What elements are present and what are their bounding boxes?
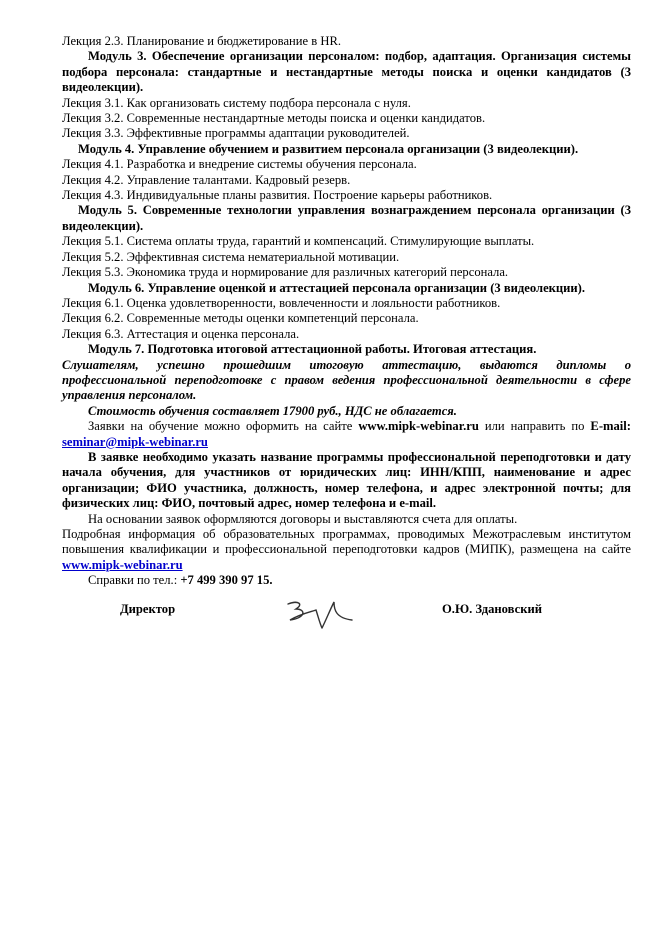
lecture-5-2: Лекция 5.2. Эффективная система нематериальной мотивации. — [62, 249, 400, 264]
lecture-5-1: Лекция 5.1. Система оплаты труда, гарантий и компенсаций. Стимулирующие выплаты. — [62, 234, 535, 249]
module-6-title: Модуль 6. Управление оценкой и аттестацией персонала организации (3 видеолекции). — [88, 280, 586, 295]
module-4-title: Модуль 4. Управление обучением и развитием персонала организации (3 видеолекции). — [78, 141, 579, 156]
lecture-3-3: Лекция 3.3. Эффективные программы адаптации руководителей. — [62, 126, 410, 141]
applications-prefix: Заявки на обучение можно оформить на сайте — [88, 419, 359, 434]
lecture-4-3: Лекция 4.3. Индивидуальные планы развития. Построение карьеры работников. — [62, 188, 493, 203]
director-label: Директор — [120, 602, 176, 616]
lecture-6-3: Лекция 6.3. Аттестация и оценка персонала. — [62, 326, 300, 341]
applications-middle: или направить по — [478, 419, 591, 434]
applications-site-link[interactable]: www.mipk-webinar.ru — [358, 419, 479, 434]
lecture-4-2: Лекция 4.2. Управление талантами. Кадровый резерв. — [62, 172, 351, 187]
phone-line — [62, 573, 631, 588]
email-link[interactable]: seminar@mipk-webinar.ru — [62, 434, 208, 449]
diploma-note: Слушателям, успешно прошедшим итоговую аттестацию, выдаются дипломы о профессиональной переподготовке с правом ведения профессиональной деятельности в сфере управления персоналом. — [62, 357, 631, 403]
lecture-3-2: Лекция 3.2. Современные нестандартные методы поиска и оценки кандидатов. — [62, 111, 486, 126]
document-page — [62, 34, 631, 589]
cost-note: Стоимость обучения составляет 17900 руб., НДС не облагается. — [88, 403, 457, 418]
module-3-title: Модуль 3. Обеспечение организации персоналом: подбор, адаптация. Организация системы подбора персонала: стандартные и нестандартные методы поиска и оценки кандидатов (3 видеолекции). — [62, 49, 631, 95]
info-paragraph — [62, 527, 631, 573]
applications-paragraph — [62, 419, 631, 450]
email-label: E-mail: — [590, 419, 631, 434]
lecture-6-1: Лекция 6.1. Оценка удовлетворенности, вовлеченности и лояльности работников. — [62, 295, 501, 310]
requirements-paragraph: В заявке необходимо указать название программы профессиональной переподготовки и дату начала обучения, для участников от юридических лиц: ИНН/КПП, наименование и адрес организации; ФИО участника, должность, номер телефона, и адрес электронной почты; для физических лиц: ФИО, почтовый адрес, номер телефона и e-mail. — [62, 449, 631, 511]
module-7-title: Модуль 7. Подготовка итоговой аттестационной работы. Итоговая аттестация. — [88, 342, 537, 357]
lecture-4-1: Лекция 4.1. Разработка и внедрение системы обучения персонала. — [62, 157, 417, 172]
signature-block — [0, 598, 660, 638]
phone-prefix: Справки по тел.: — [88, 573, 181, 588]
info-text: Подробная информация об образовательных программах, проводимых Межотраслевым институтом повышения квалификации и профессиональной переподготовки кадров (МИПК), размещена на сайте — [62, 527, 631, 557]
lecture-2-3: Лекция 2.3. Планирование и бюджетирование в HR. — [62, 34, 342, 48]
lecture-5-3: Лекция 5.3. Экономика труда и нормирование для различных категорий персонала. — [62, 265, 509, 280]
contracts-note: На основании заявок оформляются договоры и выставляются счета для оплаты. — [88, 511, 518, 526]
phone-number: +7 499 390 97 15. — [180, 573, 273, 588]
module-5-title: Модуль 5. Современные технологии управления вознаграждением персонала организации (3 видеолекции). — [62, 203, 631, 233]
info-site-link[interactable]: www.mipk-webinar.ru — [62, 557, 183, 572]
director-name: О.Ю. Здановский — [442, 602, 542, 616]
lecture-3-1: Лекция 3.1. Как организовать систему подбора персонала с нуля. — [62, 95, 411, 110]
handwritten-signature — [282, 598, 354, 632]
lecture-6-2: Лекция 6.2. Современные методы оценки компетенций персонала. — [62, 311, 419, 326]
